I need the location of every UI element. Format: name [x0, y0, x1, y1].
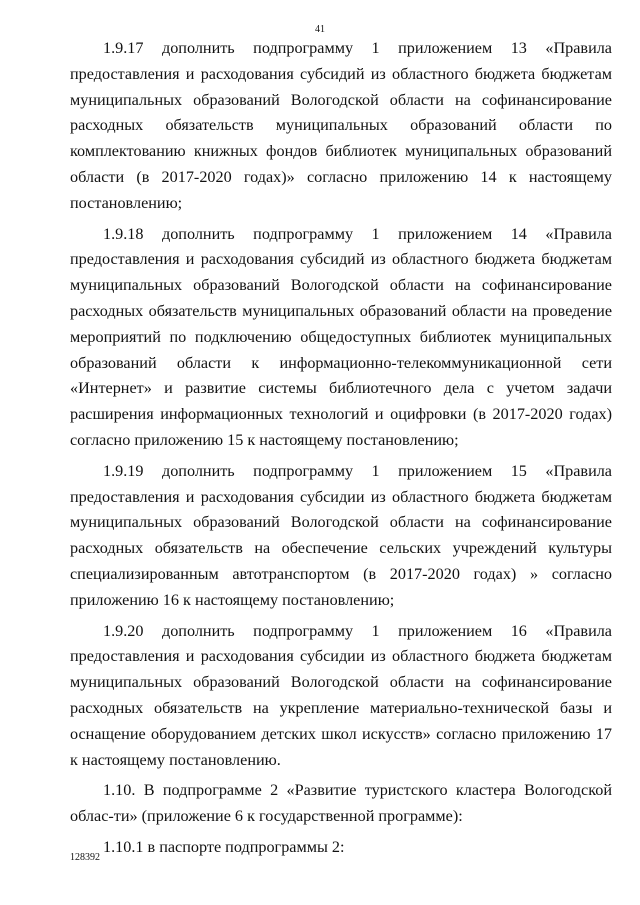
- paragraph-1-10: 1.10. В подпрограмме 2 «Развитие туристского кластера Вологодской облас-ти» (приложение 6 к государственной программе):: [70, 781, 612, 826]
- paragraph-1-9-19: 1.9.19 дополнить подпрограмму 1 приложением 15 «Правила предоставления и расходования субсидии из областного бюджета бюджетам муниципальных образований Вологодской области на софинансирование расходных обязательств на обеспечение сельских учреждений культуры специализированным автотранспортом (в 2017-2020 годах) » согласно приложению 16 к настоящему постановлению;: [70, 461, 612, 609]
- document-code: 128392: [70, 852, 100, 863]
- page-number: 41: [315, 24, 325, 35]
- paragraph-1-9-20: 1.9.20 дополнить подпрограмму 1 приложением 16 «Правила предоставления и расходования субсидии из областного бюджета бюджетам муниципальных образований Вологодской области на софинансирование расходных обязательств на укрепление материально-технической базы и оснащение оборудованием детских школ искусств» согласно приложению 17 к настоящему постановлению.: [70, 621, 612, 769]
- paragraph-1-9-17: 1.9.17 дополнить подпрограмму 1 приложением 13 «Правила предоставления и расходования субсидий из областного бюджета бюджетам муниципальных образований Вологодской области на софинансирование расходных обязательств муниципальных образований области по комплектованию книжных фондов библиотек муниципальных образований области (в 2017-2020 годах)» согласно приложению 14 к настоящему постановлению;: [70, 39, 612, 212]
- document-body: [70, 36, 612, 861]
- paragraph-1-10-1: 1.10.1 в паспорте подпрограммы 2:: [103, 837, 345, 856]
- paragraph-1-9-18: 1.9.18 дополнить подпрограмму 1 приложением 14 «Правила предоставления и расходования субсидий из областного бюджета бюджетам муниципальных образований Вологодской области на софинансирование расходных обязательств муниципальных образований области на проведение мероприятий по подключению общедоступных библиотек муниципальных образований области к информационно-телекоммуникационной сети «Интернет» и развитие системы библиотечного дела с учетом задачи расширения информационных технологий и оцифровки (в 2017-2020 годах) согласно приложению 15 к настоящему постановлению;: [70, 224, 612, 449]
